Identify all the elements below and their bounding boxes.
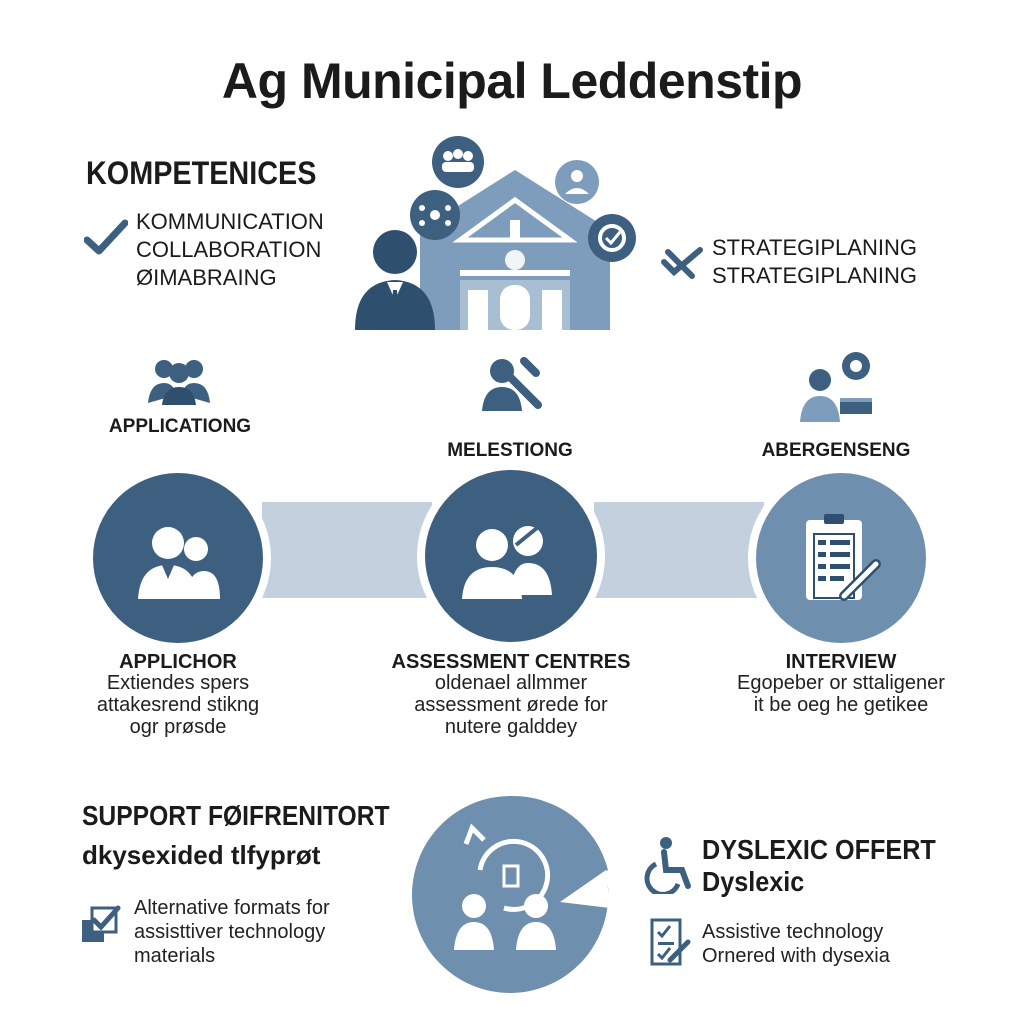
- support-heading: SUPPORT FØIFRENITORT: [82, 800, 390, 831]
- checklist-icon: [648, 916, 692, 970]
- connector-bar: [594, 502, 764, 598]
- desc-line: assessment ørede for: [414, 694, 608, 716]
- connector-bar: [262, 502, 432, 598]
- checkmark-icon: [84, 218, 128, 258]
- dyslexic-item: [702, 920, 890, 968]
- stage-description: [392, 672, 630, 738]
- strategic-item: STRATEGIPLANING: [712, 235, 917, 260]
- assessment-icon: [456, 511, 566, 601]
- stage-top-label: APPLICATIONG: [108, 416, 252, 437]
- competence-item: ØIMABRAING: [136, 265, 277, 290]
- competences-list: [136, 208, 324, 292]
- support-circle: [410, 790, 610, 1000]
- stage-circle-interview: [756, 473, 926, 643]
- support-subheading: dkysexided tlfyprøt: [82, 840, 321, 870]
- dyslexic-subheading: Dyslexic: [702, 866, 805, 897]
- support-line: Alternative formats for: [134, 897, 330, 919]
- strategic-item: STRATEGIPLANING: [712, 263, 917, 288]
- stage-description: [62, 672, 294, 738]
- stage-description: [716, 672, 966, 716]
- desc-line: attakesrend stikng: [96, 694, 260, 716]
- group-icon: [146, 355, 212, 405]
- stage-title: ASSESSMENT CENTRES: [391, 651, 631, 673]
- support-item: [134, 896, 330, 968]
- cross-check-icon: [660, 246, 706, 280]
- checkbox-icon: [80, 904, 124, 944]
- support-line: assisttiver technology: [134, 921, 326, 943]
- strategic-list: [712, 234, 917, 290]
- desc-line: oldenael allmmer: [434, 672, 588, 694]
- page-title: Ag Municipal Leddenstip: [221, 53, 803, 109]
- person-gear-icon: [796, 350, 880, 424]
- team-circle-icon: [432, 136, 484, 188]
- desc-line: it be oeg he getikee: [753, 694, 929, 716]
- network-circle-icon: [410, 190, 460, 240]
- support-line: materials: [134, 945, 216, 967]
- desc-line: Extiendes spers: [106, 672, 250, 694]
- competences-heading: KOMPETENICES: [86, 155, 317, 191]
- stage-circle-application: [93, 473, 263, 643]
- town-hall-illustration: [340, 130, 660, 340]
- stage-circle-assessment: [425, 470, 597, 642]
- desc-line: ogr prøsde: [129, 716, 227, 738]
- competence-item: COLLABORATION: [136, 237, 322, 262]
- desc-line: nutere galddey: [444, 716, 578, 738]
- person-circle-icon: [555, 160, 599, 204]
- target-circle-icon: [588, 214, 636, 262]
- stage-title: INTERVIEW: [785, 651, 897, 673]
- wheelchair-icon: [642, 836, 696, 894]
- desc-line: Egopeber or sttaligener: [737, 672, 945, 694]
- dyslexic-line: Assistive technology: [702, 921, 884, 943]
- person-tool-icon: [480, 355, 546, 413]
- stage-top-label: MELESTIONG: [447, 440, 573, 461]
- dyslexic-heading: DYSLEXIC OFFERT: [702, 834, 936, 865]
- dyslexic-line: Ornered with dysexia: [702, 945, 890, 967]
- applicant-icon: [128, 513, 228, 603]
- stage-title: APPLICHOR: [119, 651, 237, 673]
- stage-top-label: ABERGENSENG: [761, 440, 911, 461]
- competence-item: KOMMUNICATION: [136, 209, 324, 234]
- clipboard-icon: [796, 508, 886, 608]
